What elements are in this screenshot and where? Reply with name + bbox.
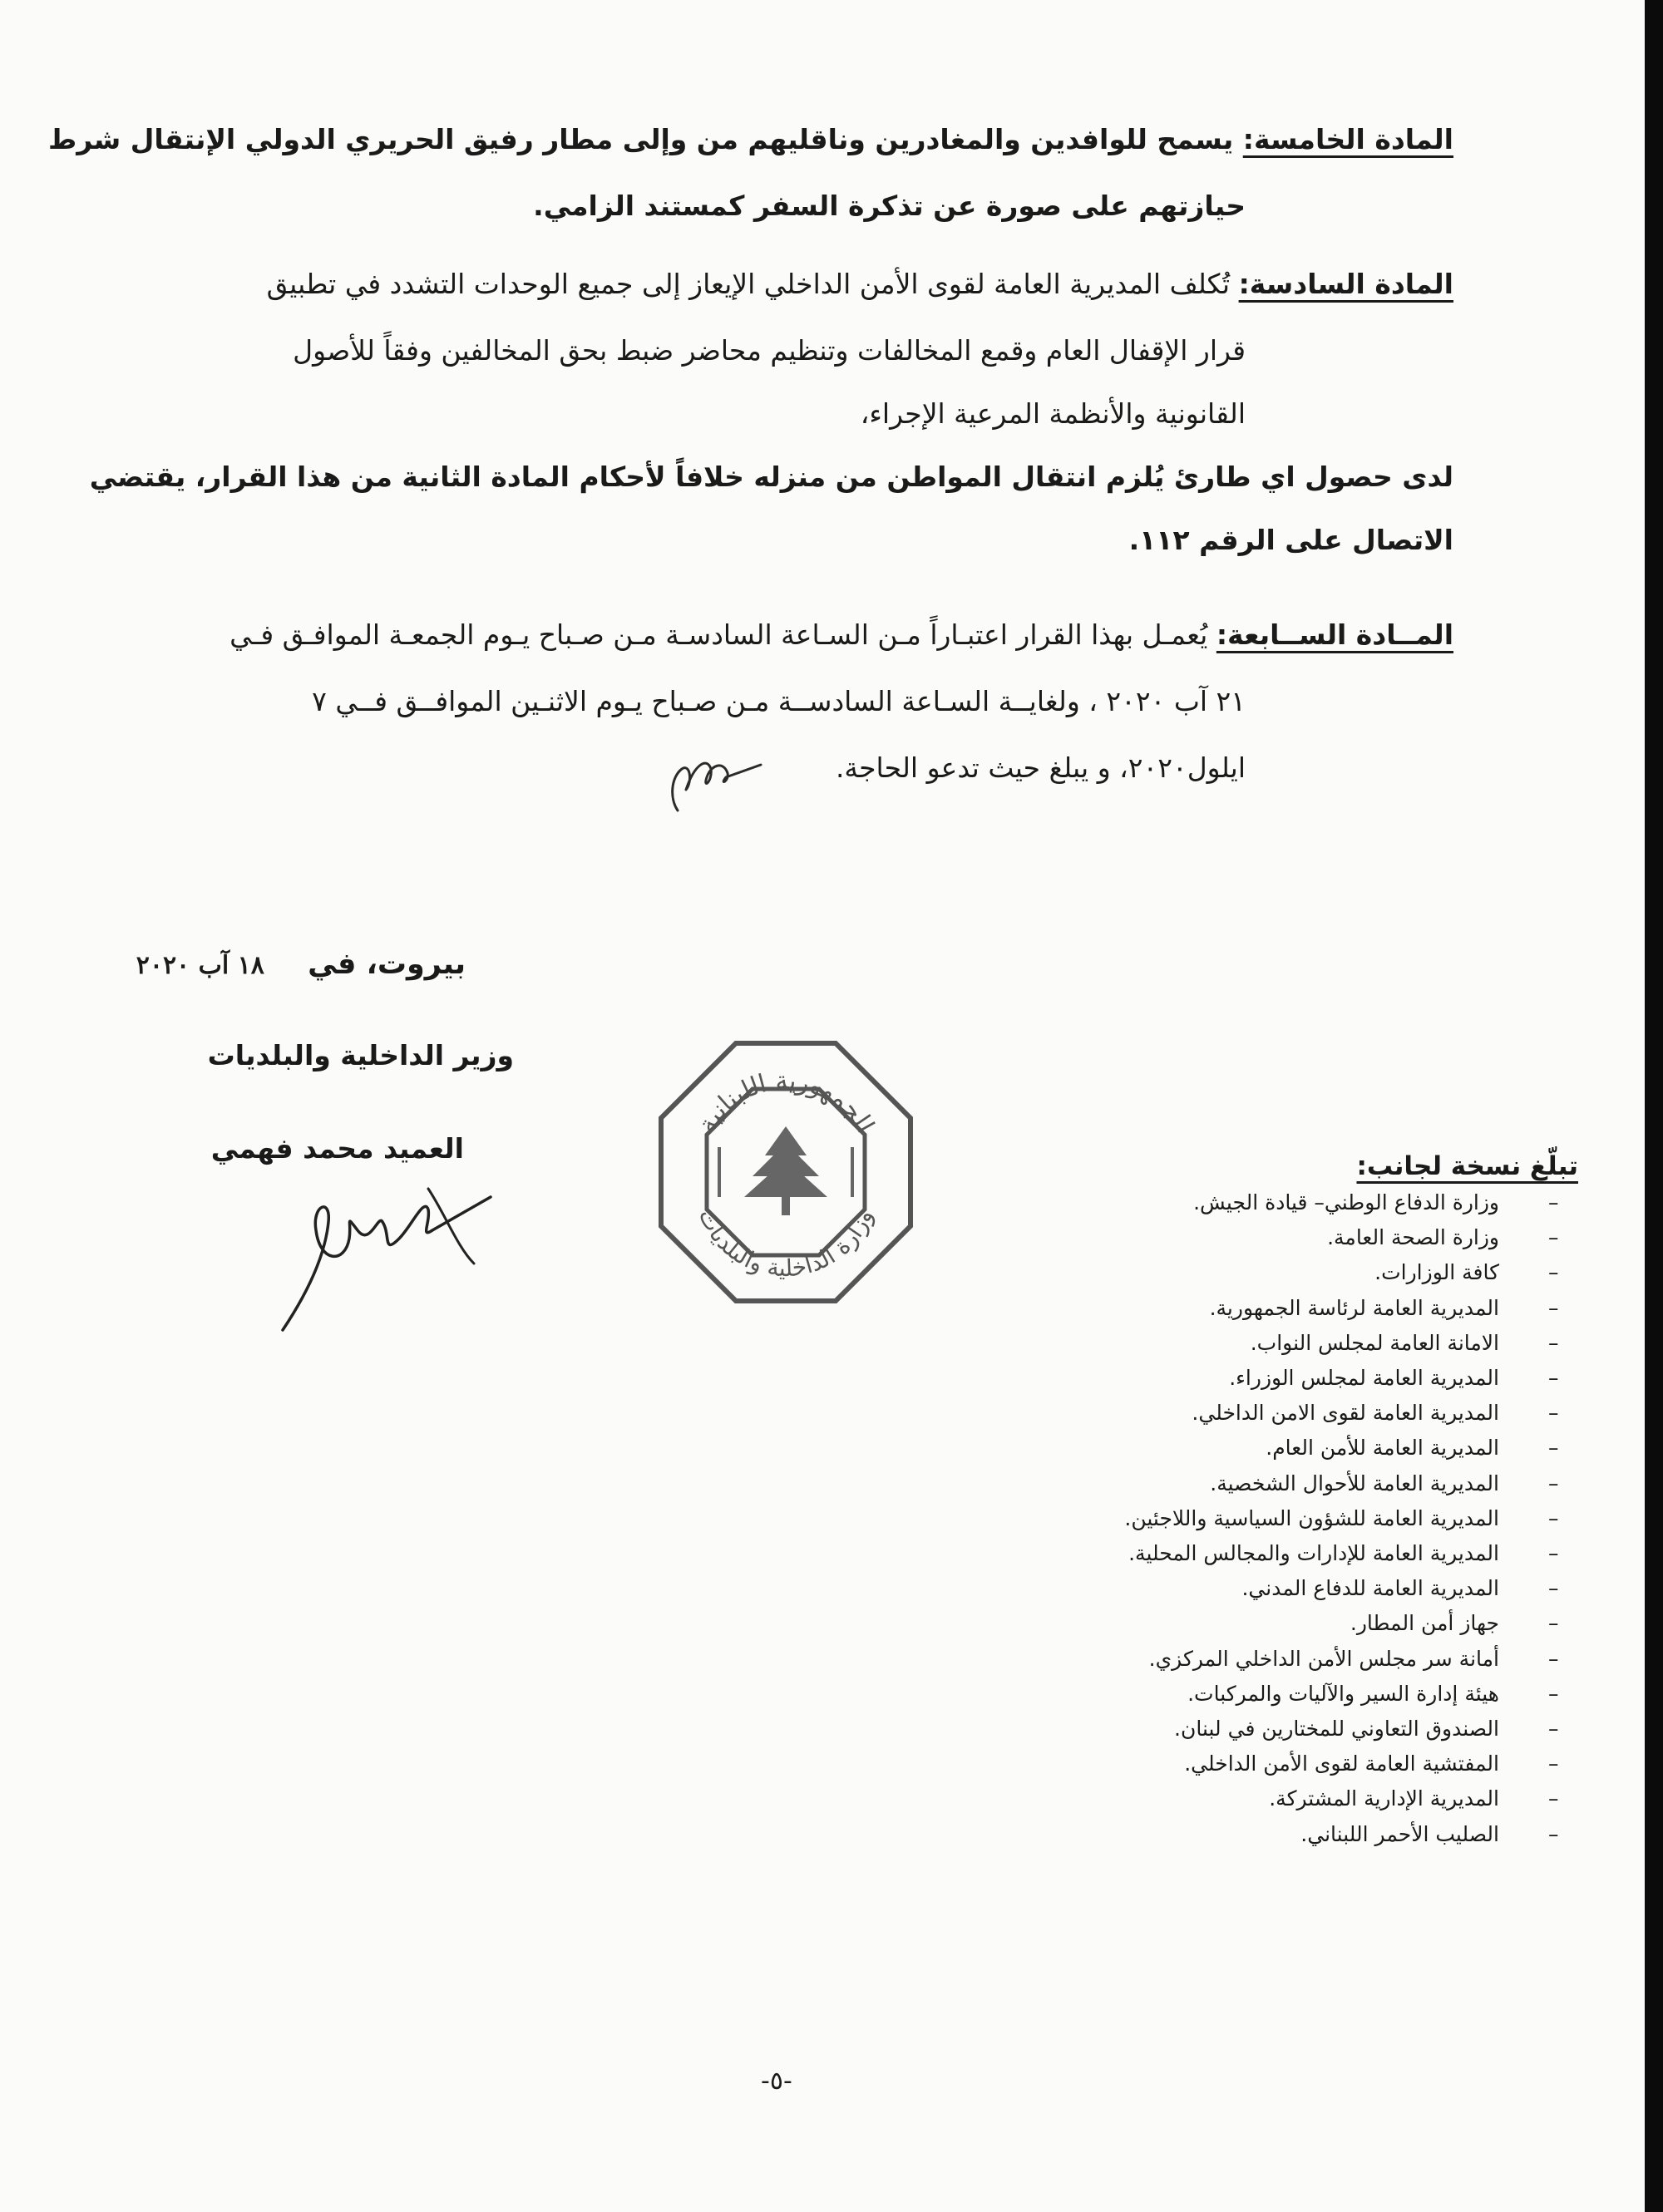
copies-list-item: أمانة سر مجلس الأمن الداخلي المركزي. xyxy=(1148,1647,1499,1671)
page-number: -٥- xyxy=(761,2067,792,2096)
copies-list-item: وزارة الصحة العامة. xyxy=(1327,1225,1499,1249)
list-dash-icon: – xyxy=(1548,1717,1559,1741)
article-6-label: المادة السادسة: xyxy=(1238,268,1453,300)
list-dash-icon: – xyxy=(1548,1260,1559,1284)
minister-name: العميد محمد فهمي xyxy=(210,1132,464,1165)
copies-list-item: المديرية العامة للدفاع المدني. xyxy=(1241,1576,1499,1600)
list-dash-icon: – xyxy=(1548,1366,1559,1390)
article-7-line-1 xyxy=(229,618,1453,651)
emergency-line-1: لدى حصول اي طارئ يُلزم انتقال المواطن من منزله خلافاً لأحكام المادة الثانية من هذا القرار، يقتضي xyxy=(89,461,1453,493)
svg-text:وزارة الداخلية والبلديات: وزارة الداخلية والبلديات xyxy=(693,1204,879,1283)
copies-list-item: جهاز أمن المطار. xyxy=(1350,1611,1499,1635)
copies-list-item: كافة الوزارات. xyxy=(1374,1260,1499,1284)
copies-list-item: المديرية العامة للأحوال الشخصية. xyxy=(1210,1471,1499,1495)
article-5-line-1 xyxy=(48,123,1453,155)
article-6-text-1: تُكلف المديرية العامة لقوى الأمن الداخلي الإيعاز إلى جميع الوحدات التشدد في تطبيق xyxy=(266,268,1231,300)
list-dash-icon: – xyxy=(1548,1401,1559,1425)
copies-list-item: المديرية الإدارية المشتركة. xyxy=(1269,1786,1499,1810)
article-7-text-1: يُعمـل بهذا القرار اعتبـاراً مـن السـاعة السادسـة مـن صـباح يـوم الجمعـة الموافـق فـي xyxy=(229,618,1208,651)
ministry-stamp xyxy=(644,1031,927,1313)
list-dash-icon: – xyxy=(1548,1225,1559,1249)
list-dash-icon: – xyxy=(1548,1296,1559,1320)
cedar-icon xyxy=(744,1126,827,1215)
list-dash-icon: – xyxy=(1548,1190,1559,1214)
copies-list-item: المديرية العامة لمجلس الوزراء. xyxy=(1229,1366,1499,1390)
copies-list-item: هيئة إدارة السير والآليات والمركبات. xyxy=(1187,1682,1499,1706)
page-dark-edge xyxy=(1645,0,1663,2212)
article-5-label: المادة الخامسة: xyxy=(1242,123,1453,155)
list-dash-icon: – xyxy=(1548,1576,1559,1600)
copies-heading: تبلّغ نسخة لجانب: xyxy=(1356,1151,1578,1181)
signing-place-date xyxy=(136,948,466,981)
svg-text:الجمهورية اللبنانية: الجمهورية اللبنانية xyxy=(692,1066,880,1138)
list-dash-icon: – xyxy=(1548,1436,1559,1460)
copies-list-item: وزارة الدفاع الوطني– قيادة الجيش. xyxy=(1193,1190,1499,1214)
article-6-line-3: القانونية والأنظمة المرعية الإجراء، xyxy=(860,397,1246,430)
minister-signature xyxy=(266,1164,516,1347)
copies-list-item: المديرية العامة للشؤون السياسية واللاجئين. xyxy=(1124,1506,1499,1530)
signing-date: ١٨ آب ٢٠٢٠ xyxy=(136,951,264,980)
initials-signature xyxy=(661,732,777,823)
article-6-line-2: قرار الإقفال العام وقمع المخالفات وتنظيم محاضر ضبط بحق المخالفين وفقاً للأصول xyxy=(293,334,1246,367)
article-5-text-1: يسمح للوافدين والمغادرين وناقليهم من وإلى مطار رفيق الحريري الدولي الإنتقال شرط xyxy=(47,123,1234,155)
copies-list-item: المديرية العامة لرئاسة الجمهورية. xyxy=(1209,1296,1499,1320)
emergency-line-2: الاتصال على الرقم ١١٢. xyxy=(1128,524,1453,556)
article-7-label: المــادة الســابعة: xyxy=(1216,618,1453,651)
copies-list-item: المديرية العامة للأمن العام. xyxy=(1266,1436,1499,1460)
copies-list-item: الصندوق التعاوني للمختارين في لبنان. xyxy=(1174,1717,1499,1741)
list-dash-icon: – xyxy=(1548,1611,1559,1635)
copies-list-item: الصليب الأحمر اللبناني. xyxy=(1300,1822,1499,1846)
article-6-line-1 xyxy=(267,268,1453,300)
list-dash-icon: – xyxy=(1548,1331,1559,1355)
signing-place: بيروت، في xyxy=(308,948,466,981)
list-dash-icon: – xyxy=(1548,1471,1559,1495)
list-dash-icon: – xyxy=(1548,1506,1559,1530)
list-dash-icon: – xyxy=(1548,1682,1559,1706)
copies-list-item: المديرية العامة لقوى الامن الداخلي. xyxy=(1192,1401,1499,1425)
list-dash-icon: – xyxy=(1548,1751,1559,1776)
article-7-line-2: ٢١ آب ٢٠٢٠ ، ولغايــة السـاعة السادســة مـن صـباح يـوم الاثنـين الموافــق فــي ٧ xyxy=(312,685,1246,717)
list-dash-icon: – xyxy=(1548,1541,1559,1565)
article-7-line-3: ايلول٢٠٢٠، و يبلغ حيث تدعو الحاجة. xyxy=(835,751,1246,784)
list-dash-icon: – xyxy=(1548,1786,1559,1810)
copies-list-item: الامانة العامة لمجلس النواب. xyxy=(1250,1331,1499,1355)
copies-list-item: المفتشية العامة لقوى الأمن الداخلي. xyxy=(1184,1751,1499,1776)
copies-list-item: المديرية العامة للإدارات والمجالس المحلية. xyxy=(1128,1541,1499,1565)
article-5-line-2: حيازتهم على صورة عن تذكرة السفر كمستند الزامي. xyxy=(533,190,1246,222)
list-dash-icon: – xyxy=(1548,1647,1559,1671)
minister-title: وزير الداخلية والبلديات xyxy=(207,1039,514,1072)
list-dash-icon: – xyxy=(1548,1822,1559,1846)
